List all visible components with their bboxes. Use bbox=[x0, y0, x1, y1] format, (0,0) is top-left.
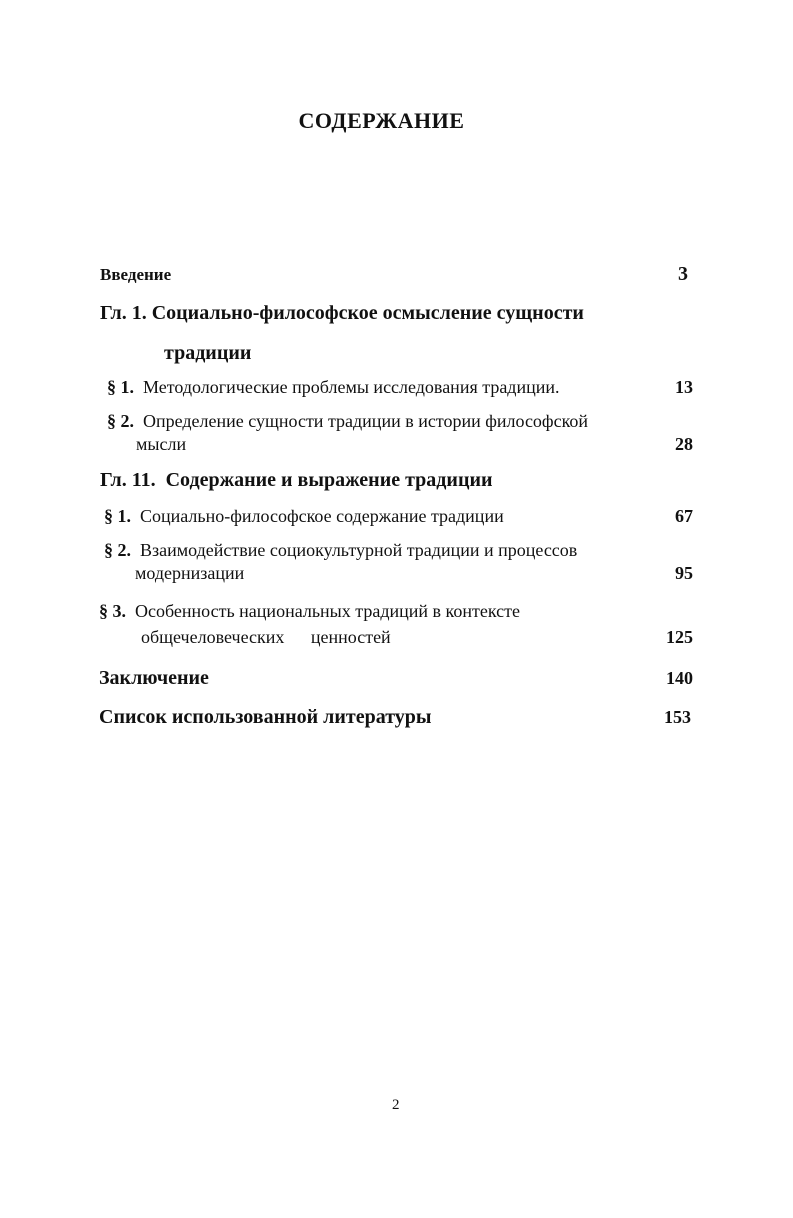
toc-ch1-sec2 bbox=[107, 411, 588, 432]
toc-conclusion-label: Заключение bbox=[99, 667, 209, 689]
toc-ch2-sec3-line1: Особенность национальных традиций в контексте bbox=[135, 601, 520, 621]
toc-ch1-sec1-number: § 1. bbox=[107, 377, 134, 397]
toc-ch1-title bbox=[100, 302, 584, 325]
toc-ch1-number: Гл. 1. bbox=[100, 302, 147, 324]
toc-bibliography-label: Список использованной литературы bbox=[99, 706, 432, 728]
toc-intro-page: 3 bbox=[678, 263, 688, 285]
toc-ch1-title-line1: Социально-философское осмысление сущности bbox=[151, 302, 584, 324]
toc-ch1-sec1-page: 13 bbox=[675, 377, 693, 397]
toc-ch2-sec2-line1: Взаимодействие социокультурной традиции и процессов bbox=[140, 540, 578, 560]
toc-ch1-sec2-line1: Определение сущности традиции в истории философской bbox=[143, 411, 589, 431]
toc-bibliography-page: 153 bbox=[664, 707, 691, 727]
toc-ch2-sec1-number: § 1. bbox=[104, 506, 131, 526]
toc-ch2-sec3-number: § 3. bbox=[99, 601, 126, 621]
toc-ch2-sec2-page: 95 bbox=[675, 563, 693, 583]
page-title: СОДЕРЖАНИЕ bbox=[298, 108, 465, 133]
toc-ch2-sec3 bbox=[99, 601, 520, 622]
toc-ch1-sec1-line1: Методологические проблемы исследования традиции. bbox=[143, 377, 560, 397]
toc-ch2-sec3-line2: общечеловеческих ценностей bbox=[141, 627, 391, 647]
toc-ch2-sec2-number: § 2. bbox=[104, 540, 131, 560]
toc-ch2-sec2 bbox=[104, 540, 577, 561]
toc-ch1-title-line2: традиции bbox=[164, 342, 252, 364]
toc-ch2-sec2-line2: модернизации bbox=[135, 563, 245, 583]
toc-conclusion-page: 140 bbox=[666, 668, 693, 688]
toc-ch2-title bbox=[100, 469, 493, 492]
toc-ch2-title-text: Содержание и выражение традиции bbox=[165, 469, 493, 491]
toc-ch1-sec1 bbox=[107, 377, 560, 398]
toc-ch2-sec1-page: 67 bbox=[675, 506, 693, 526]
toc-ch2-sec1-line1: Социально-философское содержание традиции bbox=[140, 506, 504, 526]
toc-intro-label: Введение bbox=[100, 265, 172, 284]
toc-ch1-sec2-number: § 2. bbox=[107, 411, 134, 431]
toc-ch1-sec2-page: 28 bbox=[675, 434, 693, 454]
toc-ch1-sec2-line2: мысли bbox=[136, 434, 187, 454]
toc-ch2-number: Гл. 11. bbox=[100, 469, 156, 491]
toc-ch2-sec1 bbox=[104, 506, 504, 527]
page-number: 2 bbox=[392, 1097, 400, 1113]
toc-ch2-sec3-page: 125 bbox=[666, 627, 693, 647]
